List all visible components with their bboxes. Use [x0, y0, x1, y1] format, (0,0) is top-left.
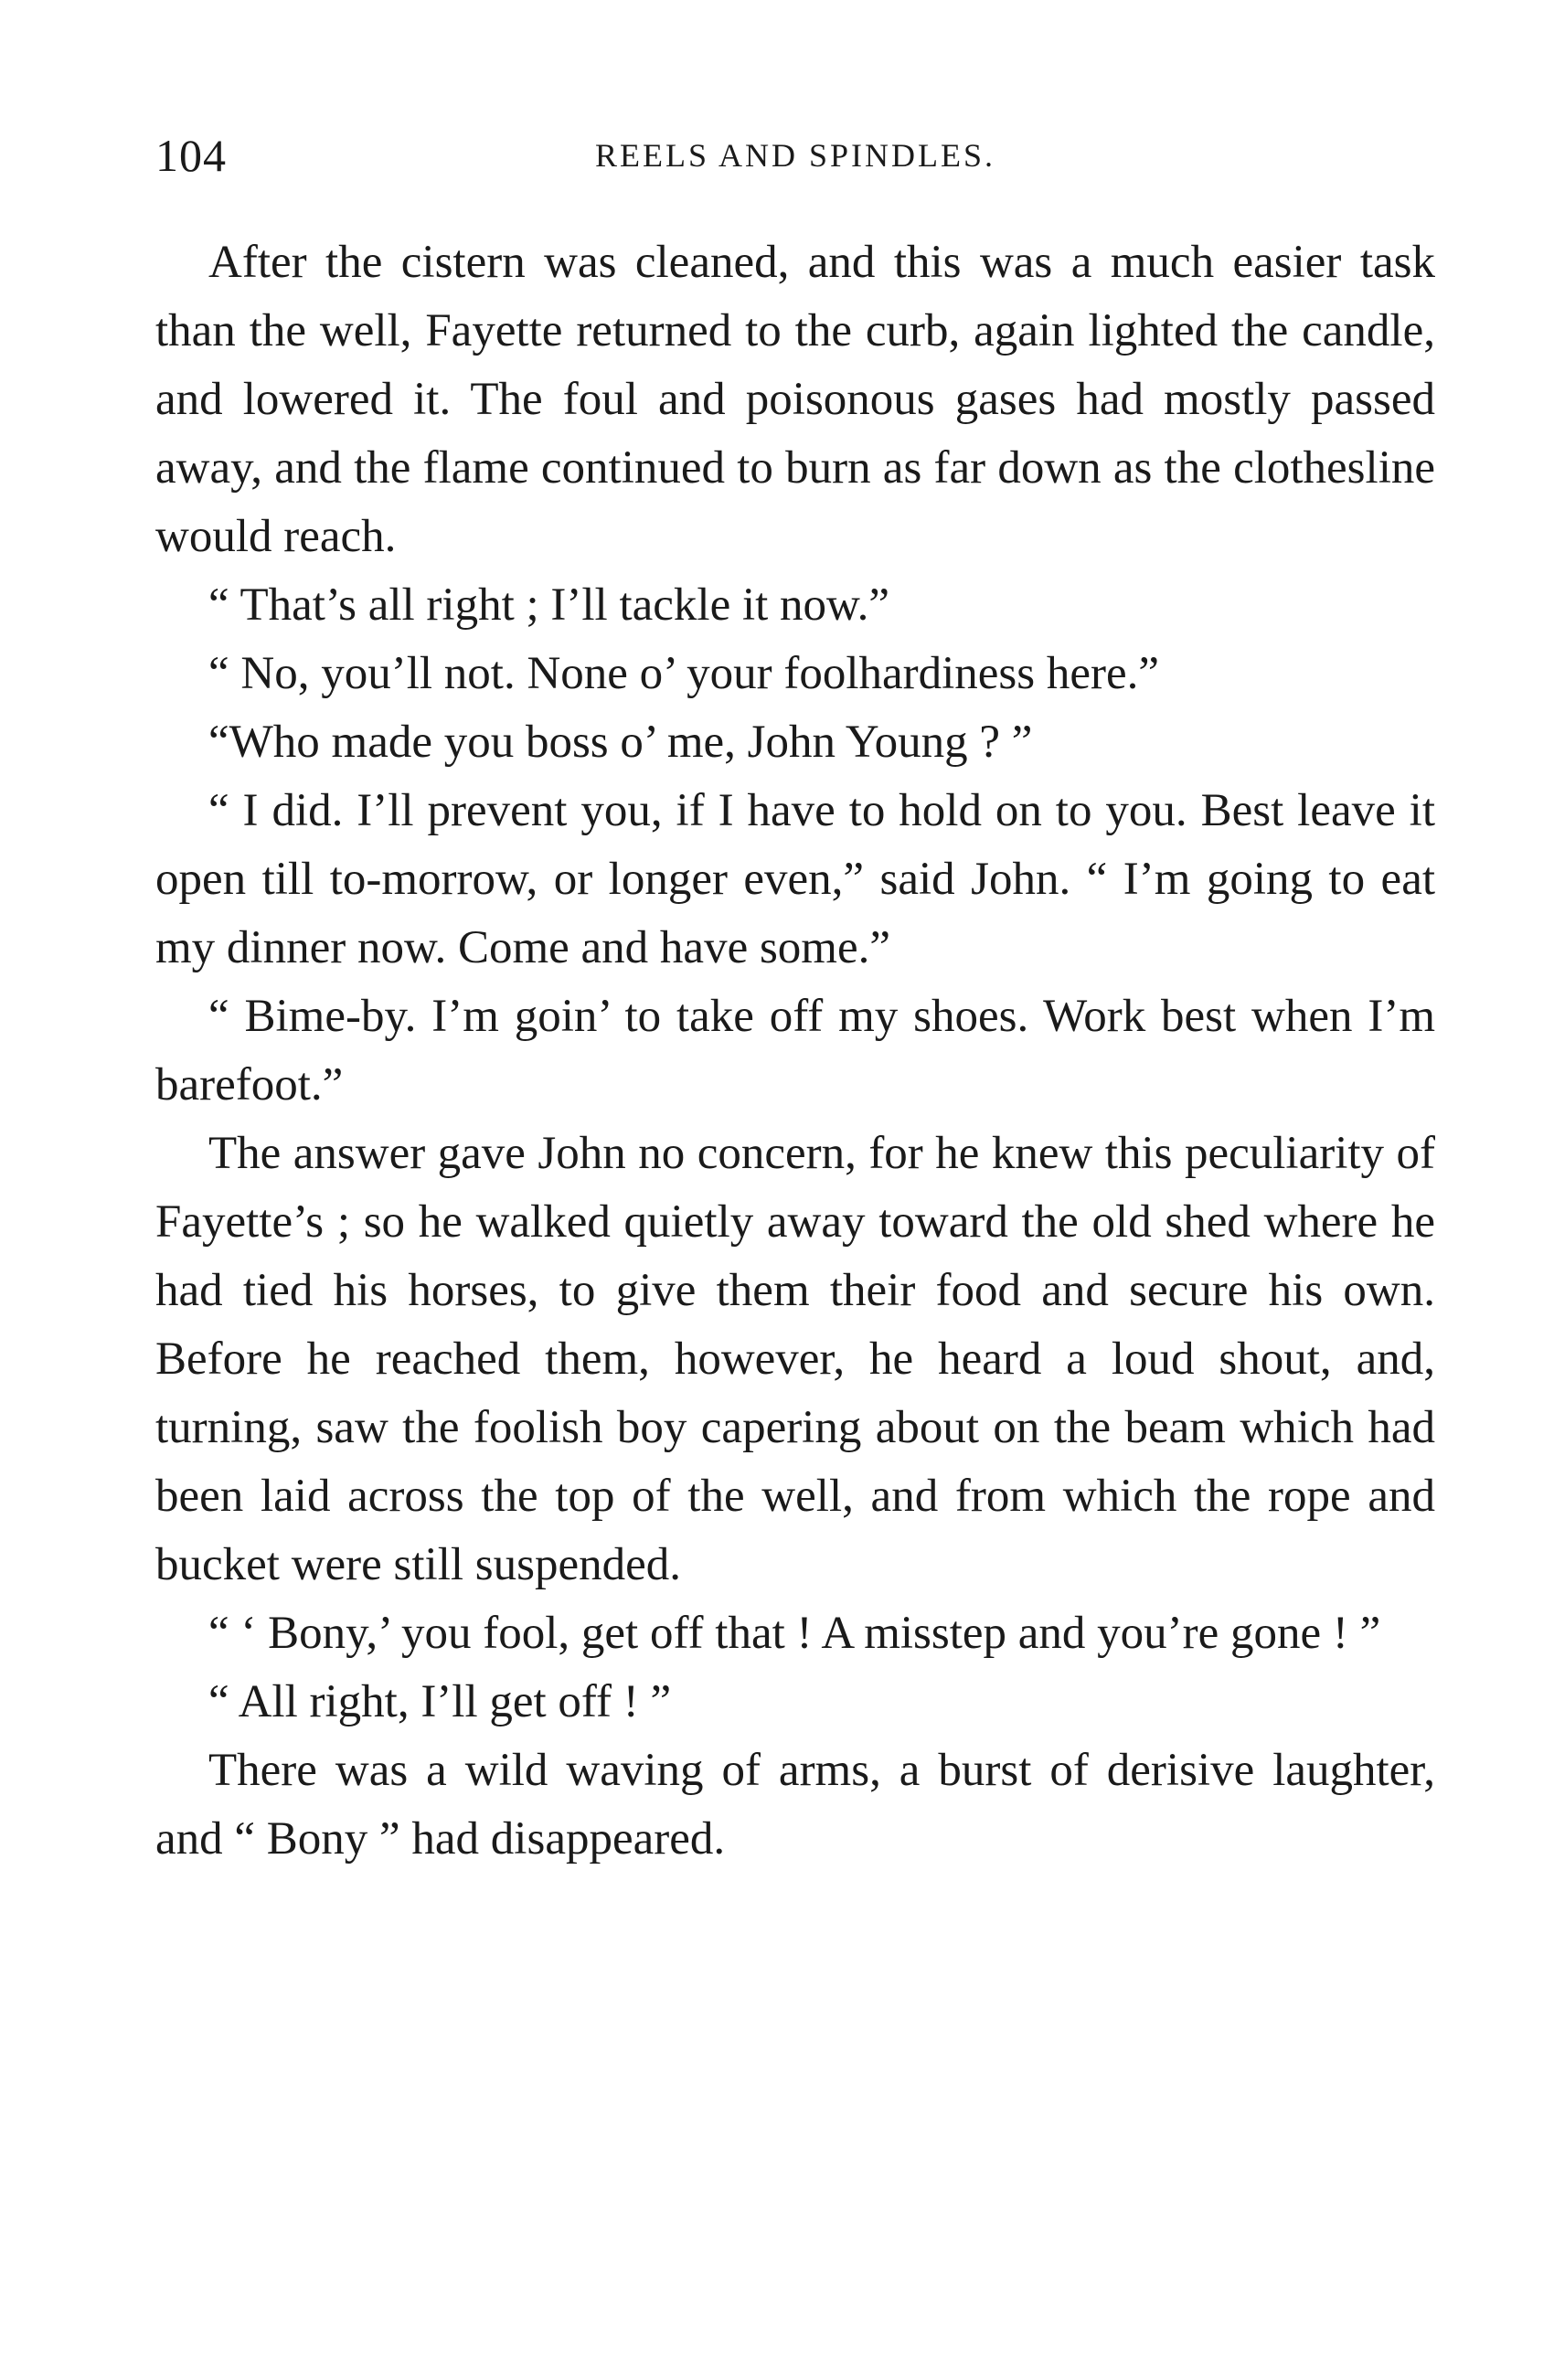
paragraph: “ That’s all right ; I’ll tackle it now.” — [208, 579, 889, 631]
body-text — [155, 228, 1435, 1874]
paragraph: “ ‘ Bony,’ you fool, get off that ! A misstep and you’re gone ! ” — [208, 1608, 1381, 1659]
running-head — [155, 128, 1435, 183]
paragraph: The answer gave John no concern, for he knew this peculiarity of Fayette’s ; so he walked quietly away toward the old shed where he had tied his horses, to give them their food and secure his own. Before he reached them, however, he heard a loud shout, and, turning, saw the foolish boy capering about on the beam which had been laid across the top of the well, and from which the rope and bucket were still suspended. — [155, 1128, 1435, 1590]
page-number: 104 — [155, 130, 227, 181]
running-title: REELS AND SPINDLES. — [594, 137, 996, 174]
paragraph: “ Bime-by. I’m goin’ to take off my shoes. Work best when I’m barefoot.” — [155, 991, 1435, 1110]
paragraph: After the cistern was cleaned, and this was a much easier task than the well, Fayette returned to the curb, again lighted the candle, and lowered it. The foul and poisonous gases had mostly passed away, and the flame continued to burn as far down as the clothesline would reach. — [155, 237, 1435, 562]
paragraph: “ No, you’ll not. None o’ your foolhardiness here.” — [208, 648, 1160, 699]
paragraph: “Who made you boss o’ me, John Young ? ” — [208, 717, 1033, 768]
paragraph: There was a wild waving of arms, a burst of derisive laughter, and “ Bony ” had disappeared. — [155, 1745, 1435, 1865]
paragraph: “ All right, I’ll get off ! ” — [208, 1676, 672, 1727]
paragraph: “ I did. I’ll prevent you, if I have to hold on to you. Best leave it open till to-morrow, or longer even,” said John. “ I’m going to eat my dinner now. Come and have some.” — [155, 785, 1435, 973]
